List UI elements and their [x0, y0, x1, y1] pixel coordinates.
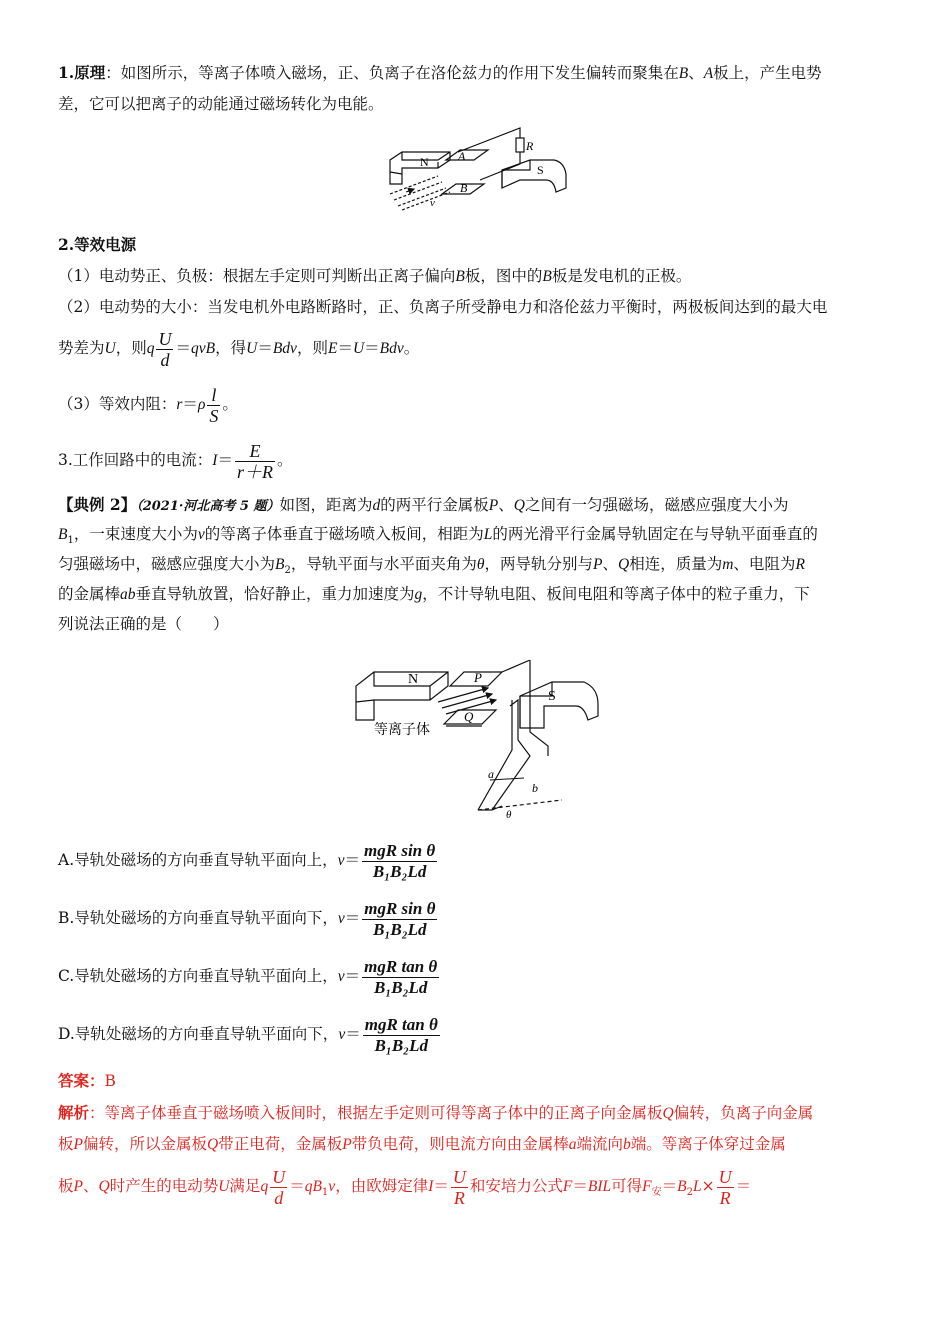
- var: L: [483, 526, 493, 543]
- example-line-2: [58, 523, 818, 552]
- equivalent-source-heading: 2.等效电源: [58, 235, 137, 254]
- fraction-U-over-d: [156, 329, 173, 370]
- text: 偏转，负离子向金属: [673, 1104, 814, 1122]
- fraction-E-over-rR: [235, 441, 275, 482]
- numerator: mgR tan θ: [364, 956, 438, 976]
- var: Q: [618, 556, 630, 573]
- fraction: [717, 1167, 734, 1208]
- label-v: v: [430, 197, 435, 209]
- emf-magnitude-line-1: （2）电动势的大小：当发电机外电路断路时，正、负离子所受静电力和洛伦兹力平衡时，两极板间达到的最大电: [58, 298, 828, 316]
- text: 带正电荷，金属板: [218, 1135, 343, 1153]
- numerator: U: [158, 328, 172, 349]
- answer-label: 答案：: [58, 1071, 105, 1090]
- var: P: [342, 1136, 352, 1153]
- text: 相连，质量为: [629, 555, 723, 573]
- numerator: U: [452, 1166, 466, 1187]
- label-plasma: 等离子体: [374, 722, 430, 738]
- text: ＝: [345, 1025, 361, 1043]
- fraction: [362, 957, 439, 998]
- var: Bdv: [379, 340, 404, 357]
- denominator: B₁B₂Ld: [374, 1035, 428, 1055]
- subscript: 2: [284, 565, 291, 577]
- text: ，由欧姆定律: [335, 1177, 429, 1195]
- example-tag: 【典例 2】: [58, 495, 137, 514]
- var: Bdv: [272, 340, 297, 357]
- text: 的等离子体垂直于磁场喷入板间，相距为: [204, 525, 484, 543]
- var-A: A: [703, 65, 714, 82]
- var-B: B: [678, 65, 689, 82]
- principle-heading: .原理: [68, 63, 106, 82]
- internal-resistance-line: [58, 382, 238, 427]
- option-label: C.导轨处磁场的方向垂直导轨平面向上，: [58, 967, 338, 985]
- var: R: [795, 556, 805, 573]
- denominator: B₁B₂Ld: [372, 861, 427, 881]
- text: ＝: [217, 451, 233, 469]
- var: b: [622, 1136, 631, 1153]
- text: 、电阻为: [733, 555, 796, 573]
- label-B: B: [460, 181, 468, 195]
- text: ，得: [215, 339, 247, 357]
- emf-magnitude-line-2: [58, 326, 419, 371]
- fraction: [363, 1015, 440, 1056]
- text: 偏转，所以金属板: [82, 1135, 207, 1153]
- var: P: [488, 497, 499, 514]
- text: ＝: [572, 1177, 588, 1195]
- text: ：如图所示，等离子体喷入磁场，正、负离子在洛伦兹力的作用下发生偏转而聚集在: [105, 64, 679, 82]
- text: ＝: [337, 339, 353, 357]
- option-c[interactable]: [58, 954, 441, 999]
- label-a: a: [488, 767, 494, 781]
- text: 如图，距离为: [279, 496, 373, 514]
- var: qB: [304, 1178, 322, 1195]
- text: 的两光滑平行金属导轨固定在与导轨平面垂直的: [492, 525, 818, 543]
- var: v: [197, 526, 205, 543]
- label-N: N: [408, 672, 419, 687]
- numerator: U: [272, 1166, 286, 1187]
- fraction: [362, 841, 437, 882]
- denominator: r＋R: [236, 461, 273, 482]
- text: （3）等效内阻：: [58, 395, 177, 413]
- denominator: R: [719, 1187, 731, 1208]
- text: 板上，产生电势: [713, 64, 822, 82]
- text: 。: [276, 451, 293, 469]
- text: 。: [222, 395, 238, 413]
- text: 端流向: [576, 1135, 623, 1153]
- label-R: R: [526, 139, 534, 153]
- text: 板是发电机的正极。: [551, 267, 692, 285]
- denominator: R: [453, 1187, 465, 1208]
- subscript: 1: [321, 1187, 329, 1199]
- var: B: [455, 268, 465, 285]
- option-a[interactable]: [58, 838, 439, 883]
- text: 、: [498, 496, 514, 514]
- example-line-4: [58, 583, 810, 606]
- text: （1）电动势正、负极：根据左手定则可判断出正离子偏向: [58, 267, 456, 285]
- text: 匀强磁场中，磁感应强度大小为: [58, 555, 276, 573]
- option-b[interactable]: [58, 896, 439, 941]
- analysis-line-1: [58, 1102, 813, 1125]
- denominator: d: [160, 349, 170, 370]
- var: B: [275, 556, 285, 573]
- fraction: [451, 1167, 468, 1208]
- var: ρ: [197, 396, 206, 413]
- example-line-5: 列说法正确的是（ ）: [58, 615, 229, 633]
- fraction-l-over-S: [207, 385, 220, 426]
- denominator: B₁B₂Ld: [373, 919, 427, 939]
- label-S: S: [537, 163, 544, 177]
- var: B: [677, 1178, 687, 1195]
- analysis-line-3: [58, 1164, 751, 1215]
- text: ＝: [433, 1177, 449, 1195]
- label-S: S: [548, 689, 556, 704]
- var: Q: [98, 1178, 110, 1195]
- numerator: mgR sin θ: [364, 840, 436, 860]
- fraction: [362, 899, 437, 940]
- circuit-current-line: [58, 438, 293, 483]
- text: 板，图中的: [464, 267, 543, 285]
- var: U: [218, 1178, 230, 1195]
- text: ＝: [344, 851, 361, 869]
- option-d[interactable]: [58, 1012, 442, 1057]
- var: P: [73, 1136, 83, 1153]
- var: q: [146, 340, 155, 357]
- var: B: [58, 526, 68, 543]
- denominator: S: [209, 405, 219, 426]
- text: 板: [58, 1135, 74, 1153]
- answer-value: B: [104, 1072, 116, 1090]
- label-Q: Q: [464, 709, 474, 724]
- analysis-line-2: [58, 1133, 786, 1156]
- subscript: 安: [651, 1187, 662, 1199]
- section-number: 1: [58, 63, 69, 82]
- var: U: [352, 340, 365, 357]
- source-ref: （2021·河北高考 5 题）: [136, 499, 280, 514]
- var: v: [337, 852, 345, 869]
- text: ＝: [661, 1177, 678, 1195]
- text: 可得: [611, 1177, 643, 1195]
- text: ＝: [257, 339, 273, 357]
- var: BIL: [587, 1178, 612, 1195]
- subscript: 1: [67, 535, 74, 547]
- var: qvB: [191, 340, 216, 357]
- label-A: A: [458, 149, 466, 163]
- text: ＝: [344, 909, 361, 927]
- var: B: [542, 268, 552, 285]
- text: 的两平行金属板: [380, 496, 489, 514]
- text: 垂直导轨放置，恰好静止，重力加速度为: [135, 585, 415, 603]
- text: ＝: [344, 967, 361, 985]
- numerator: mgR tan θ: [364, 1014, 438, 1034]
- var: U: [246, 340, 258, 357]
- analysis-label: 解析: [58, 1103, 90, 1122]
- var: v: [338, 1026, 346, 1043]
- emf-polarity-line: [58, 265, 691, 288]
- text: 势差为: [58, 339, 105, 357]
- text: 带负电荷，则电流方向由金属棒: [351, 1135, 569, 1153]
- text: 3.工作回路中的电流：: [58, 451, 213, 469]
- text: ，两导轨分别与: [484, 555, 594, 573]
- numerator: l: [207, 385, 220, 406]
- text: 之间有一匀强磁场，磁感应强度大小为: [524, 496, 789, 514]
- label-b: b: [532, 781, 538, 795]
- var: v: [337, 910, 345, 927]
- var: Q: [662, 1105, 674, 1122]
- denominator: B₁B₂Ld: [373, 977, 428, 997]
- var: v: [337, 968, 345, 985]
- var: r: [176, 396, 183, 413]
- var: P: [73, 1178, 83, 1195]
- var: E: [327, 340, 338, 357]
- var: L: [692, 1178, 702, 1195]
- text: 、: [82, 1177, 99, 1195]
- label-N: N: [420, 155, 429, 169]
- text: ，不计导轨电阻、板间电阻和等离子体中的粒子重力，下: [422, 585, 810, 603]
- option-label: B.导轨处磁场的方向垂直导轨平面向下，: [58, 909, 338, 927]
- var: F: [642, 1178, 652, 1195]
- option-label: A.导轨处磁场的方向垂直导轨平面向上，: [58, 851, 338, 869]
- text: ＝: [364, 339, 380, 357]
- mhd-generator-figure: [380, 122, 580, 218]
- var: P: [593, 556, 603, 573]
- text: 。: [403, 339, 420, 357]
- var: U: [104, 340, 116, 357]
- text: ＝: [289, 1177, 305, 1195]
- label-theta: θ: [506, 809, 512, 821]
- text: ×: [701, 1177, 715, 1195]
- var: m: [722, 556, 734, 573]
- text: 板: [58, 1177, 74, 1195]
- numerator: E: [235, 441, 275, 462]
- text: 、: [602, 555, 618, 573]
- text: ＝: [182, 395, 198, 413]
- text: ：等离子体垂直于磁场喷入板间时，根据左手定则可得等离子体中的正离子向金属板: [89, 1104, 663, 1122]
- text: ，则: [296, 339, 328, 357]
- fraction: [270, 1167, 287, 1208]
- text: 的金属棒: [58, 585, 121, 603]
- var: Q: [207, 1136, 219, 1153]
- principle-line-2: 差，它可以把离子的动能通过磁场转化为电能。: [58, 95, 384, 113]
- text: 、: [688, 64, 704, 82]
- text: ＝: [175, 339, 191, 357]
- option-label: D.导轨处磁场的方向垂直导轨平面向下，: [58, 1025, 339, 1043]
- label-P: P: [474, 670, 482, 685]
- text: ，导轨平面与水平面夹角为: [290, 555, 477, 573]
- text: 和安培力公式: [469, 1177, 563, 1195]
- var: Q: [513, 497, 525, 514]
- var: θ: [476, 556, 485, 573]
- answer-line: [58, 1070, 116, 1092]
- var: d: [372, 497, 381, 514]
- text: 时产生的电动势: [109, 1177, 219, 1195]
- denominator: d: [274, 1187, 284, 1208]
- rail-generator-figure: [352, 660, 602, 826]
- var: F: [562, 1178, 573, 1195]
- var: I: [212, 452, 218, 469]
- var: a: [568, 1136, 577, 1153]
- var: I: [428, 1178, 434, 1195]
- example-line-1: [58, 494, 788, 518]
- text: 满足: [229, 1177, 261, 1195]
- example-line-3: [58, 553, 805, 582]
- subscript: 2: [686, 1187, 693, 1199]
- principle-line-1: [58, 62, 822, 85]
- text: ＝: [735, 1177, 752, 1195]
- text: ，一束速度大小为: [73, 525, 198, 543]
- numerator: mgR sin θ: [364, 898, 436, 918]
- var: g: [414, 586, 423, 603]
- var: v: [328, 1178, 336, 1195]
- numerator: U: [718, 1166, 732, 1187]
- var: q: [260, 1178, 269, 1195]
- text: 端。等离子体穿过金属: [630, 1135, 786, 1153]
- var: ab: [120, 586, 136, 603]
- text: ，则: [115, 339, 147, 357]
